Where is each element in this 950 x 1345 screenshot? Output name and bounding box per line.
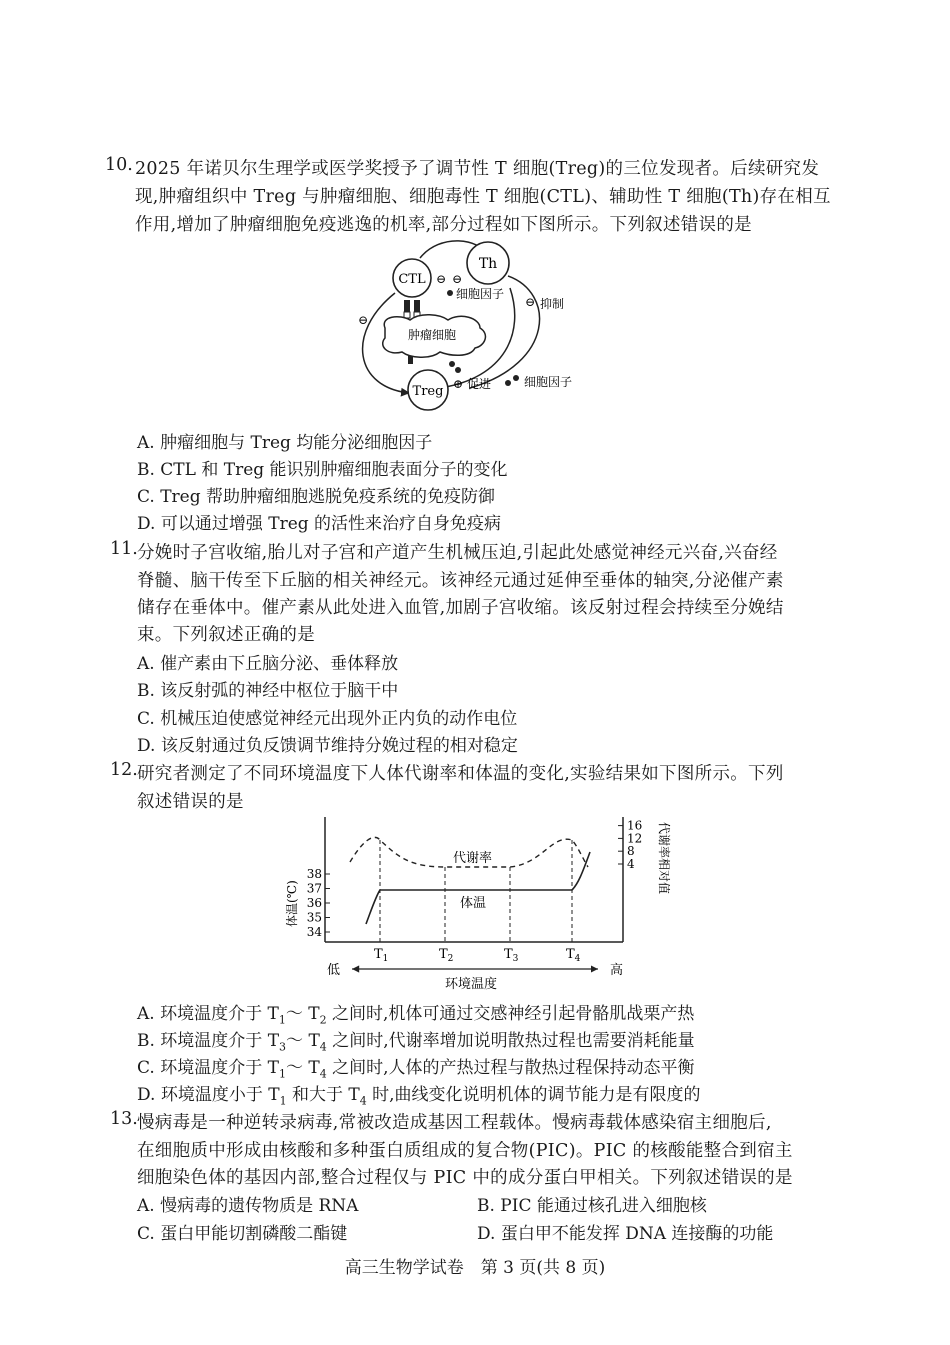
option-a: A. 肿瘤细胞与 Treg 均能分泌细胞因子 — [137, 433, 433, 453]
x-axis-tick-label: $T_1$ — [374, 947, 389, 964]
minus-sign-right: ⊖ — [525, 295, 536, 309]
left-axis-tick-label: 34 — [306, 925, 322, 939]
left-axis-tick-label: 35 — [306, 910, 322, 925]
x-low-label: 低 — [327, 963, 341, 978]
right-axis-label: 代谢率相对值 — [657, 822, 671, 895]
question-number: 12. — [110, 760, 138, 780]
option-c: C. 环境温度介于 $T_1\sim$ $T_4$ 之间时,人体的产热过程与散热过程保持动态平衡 — [137, 1058, 695, 1081]
plus-sign: ⊕ — [453, 377, 464, 391]
right-axis-tick-label: 4 — [627, 857, 635, 871]
option-a: A. 环境温度介于 $T_1\sim$ $T_2$ 之间时,机体可通过交感神经引起骨骼肌战栗产热 — [137, 1004, 695, 1027]
minus-sign: ⊖ — [452, 272, 463, 286]
question-text-line: 束。下列叙述正确的是 — [137, 625, 315, 645]
x-high-label: 高 — [610, 963, 624, 978]
temperature-metabolism-chart — [280, 812, 680, 996]
question-text-line: 脊髓、脑干传至下丘脑的相关神经元。该神经元通过延伸至垂体的轴突,分泌催产素 — [137, 571, 784, 591]
inhibit-label: 抑制 — [540, 297, 565, 311]
question-number: 13. — [110, 1109, 138, 1129]
x-axis-tick-label: $T_4$ — [566, 947, 581, 964]
question-text-line: 储存在垂体中。催产素从此处进入血管,加剧子宫收缩。该反射过程会持续至分娩结 — [137, 598, 784, 618]
page-footer: 高三生物学试卷 第 3 页(共 8 页) — [344, 1258, 606, 1278]
option-a: A. 慢病毒的遗传物质是 RNA — [137, 1196, 359, 1216]
th-label: Th — [478, 256, 498, 272]
tumor-label: 肿瘤细胞 — [407, 328, 457, 342]
question-text-line: 现,肿瘤组织中 Treg 与肿瘤细胞、细胞毒性 T 细胞(CTL)、辅助性 T 细胞(Th)存在相互 — [135, 187, 831, 207]
question-text-line: 叙述错误的是 — [137, 792, 244, 812]
x-axis-label: 环境温度 — [445, 977, 498, 992]
option-d: D. 该反射通过负反馈调节维持分娩过程的相对稳定 — [137, 736, 518, 756]
ctl-label: CTL — [398, 272, 426, 287]
question-number: 11. — [110, 539, 138, 559]
x-axis-tick-label: $T_3$ — [504, 947, 519, 964]
left-axis-tick-label: 38 — [306, 867, 322, 881]
body-temp-series-label: 体温 — [460, 896, 487, 911]
question-text-line: 细胞染色体的基因内部,整合过程仅与 PIC 中的成分蛋白甲相关。下列叙述错误的是 — [137, 1168, 793, 1188]
question-text-line: 作用,增加了肿瘤细胞免疫逃逸的机率,部分过程如下图所示。下列叙述错误的是 — [135, 215, 752, 235]
question-text-line: 在细胞质中形成由核酸和多种蛋白质组成的复合物(PIC)。PIC 的核酸能整合到宿主 — [137, 1141, 793, 1161]
option-d: D. 可以通过增强 Treg 的活性来治疗自身免疫病 — [137, 514, 502, 534]
treg-label: Treg — [412, 384, 444, 399]
option-b: B. CTL 和 Treg 能识别肿瘤细胞表面分子的变化 — [137, 460, 508, 480]
question-text-line: 2025 年诺贝尔生理学或医学奖授予了调节性 T 细胞(Treg)的三位发现者。后续研究发 — [135, 159, 820, 179]
immune-interaction-diagram — [340, 238, 610, 418]
option-b: B. 该反射弧的神经中枢位于脑干中 — [137, 681, 399, 701]
right-axis-tick-label: 12 — [627, 831, 643, 846]
option-c: C. 机械压迫使感觉神经元出现外正内负的动作电位 — [137, 709, 518, 729]
question-text-line: 分娩时子宫收缩,胎儿对子宫和产道产生机械压迫,引起此处感觉神经元兴奋,兴奋经 — [137, 543, 778, 563]
option-b: B. PIC 能通过核孔进入细胞核 — [477, 1196, 707, 1216]
question-text-line: 慢病毒是一种逆转录病毒,常被改造成基因工程载体。慢病毒载体感染宿主细胞后, — [137, 1113, 772, 1133]
option-d: D. 蛋白甲不能发挥 DNA 连接酶的功能 — [477, 1224, 774, 1244]
left-axis-label: 体温(℃) — [285, 880, 299, 927]
option-b: B. 环境温度介于 $T_3\sim$ $T_4$ 之间时,代谢率增加说明散热过程也需要消耗能量 — [137, 1031, 695, 1054]
left-axis-tick-label: 37 — [306, 881, 322, 896]
minus-sign: ⊖ — [436, 272, 447, 286]
question-number: 10. — [105, 155, 133, 175]
cytokine-bottom-label: 细胞因子 — [524, 375, 573, 389]
option-c: C. Treg 帮助肿瘤细胞逃脱免疫系统的免疫防御 — [137, 487, 496, 507]
option-d: D. 环境温度小于 $T_1$ 和大于 $T_4$ 时,曲线变化说明机体的调节能力是有限度的 — [137, 1085, 701, 1108]
right-axis-tick-label: 16 — [627, 818, 643, 833]
minus-sign-left: ⊖ — [358, 313, 369, 327]
metabolism-series-label: 代谢率 — [453, 851, 493, 866]
right-axis-tick-label: 8 — [627, 844, 635, 859]
cytokine-top-label: 细胞因子 — [456, 287, 505, 301]
question-text-line: 研究者测定了不同环境温度下人体代谢率和体温的变化,实验结果如下图所示。下列 — [137, 764, 784, 784]
x-axis-tick-label: $T_2$ — [439, 947, 454, 964]
promote-label: 促进 — [467, 377, 492, 391]
option-a: A. 催产素由下丘脑分泌、垂体释放 — [137, 654, 399, 674]
option-c: C. 蛋白甲能切割磷酸二酯键 — [137, 1224, 348, 1244]
left-axis-tick-label: 36 — [306, 896, 322, 910]
